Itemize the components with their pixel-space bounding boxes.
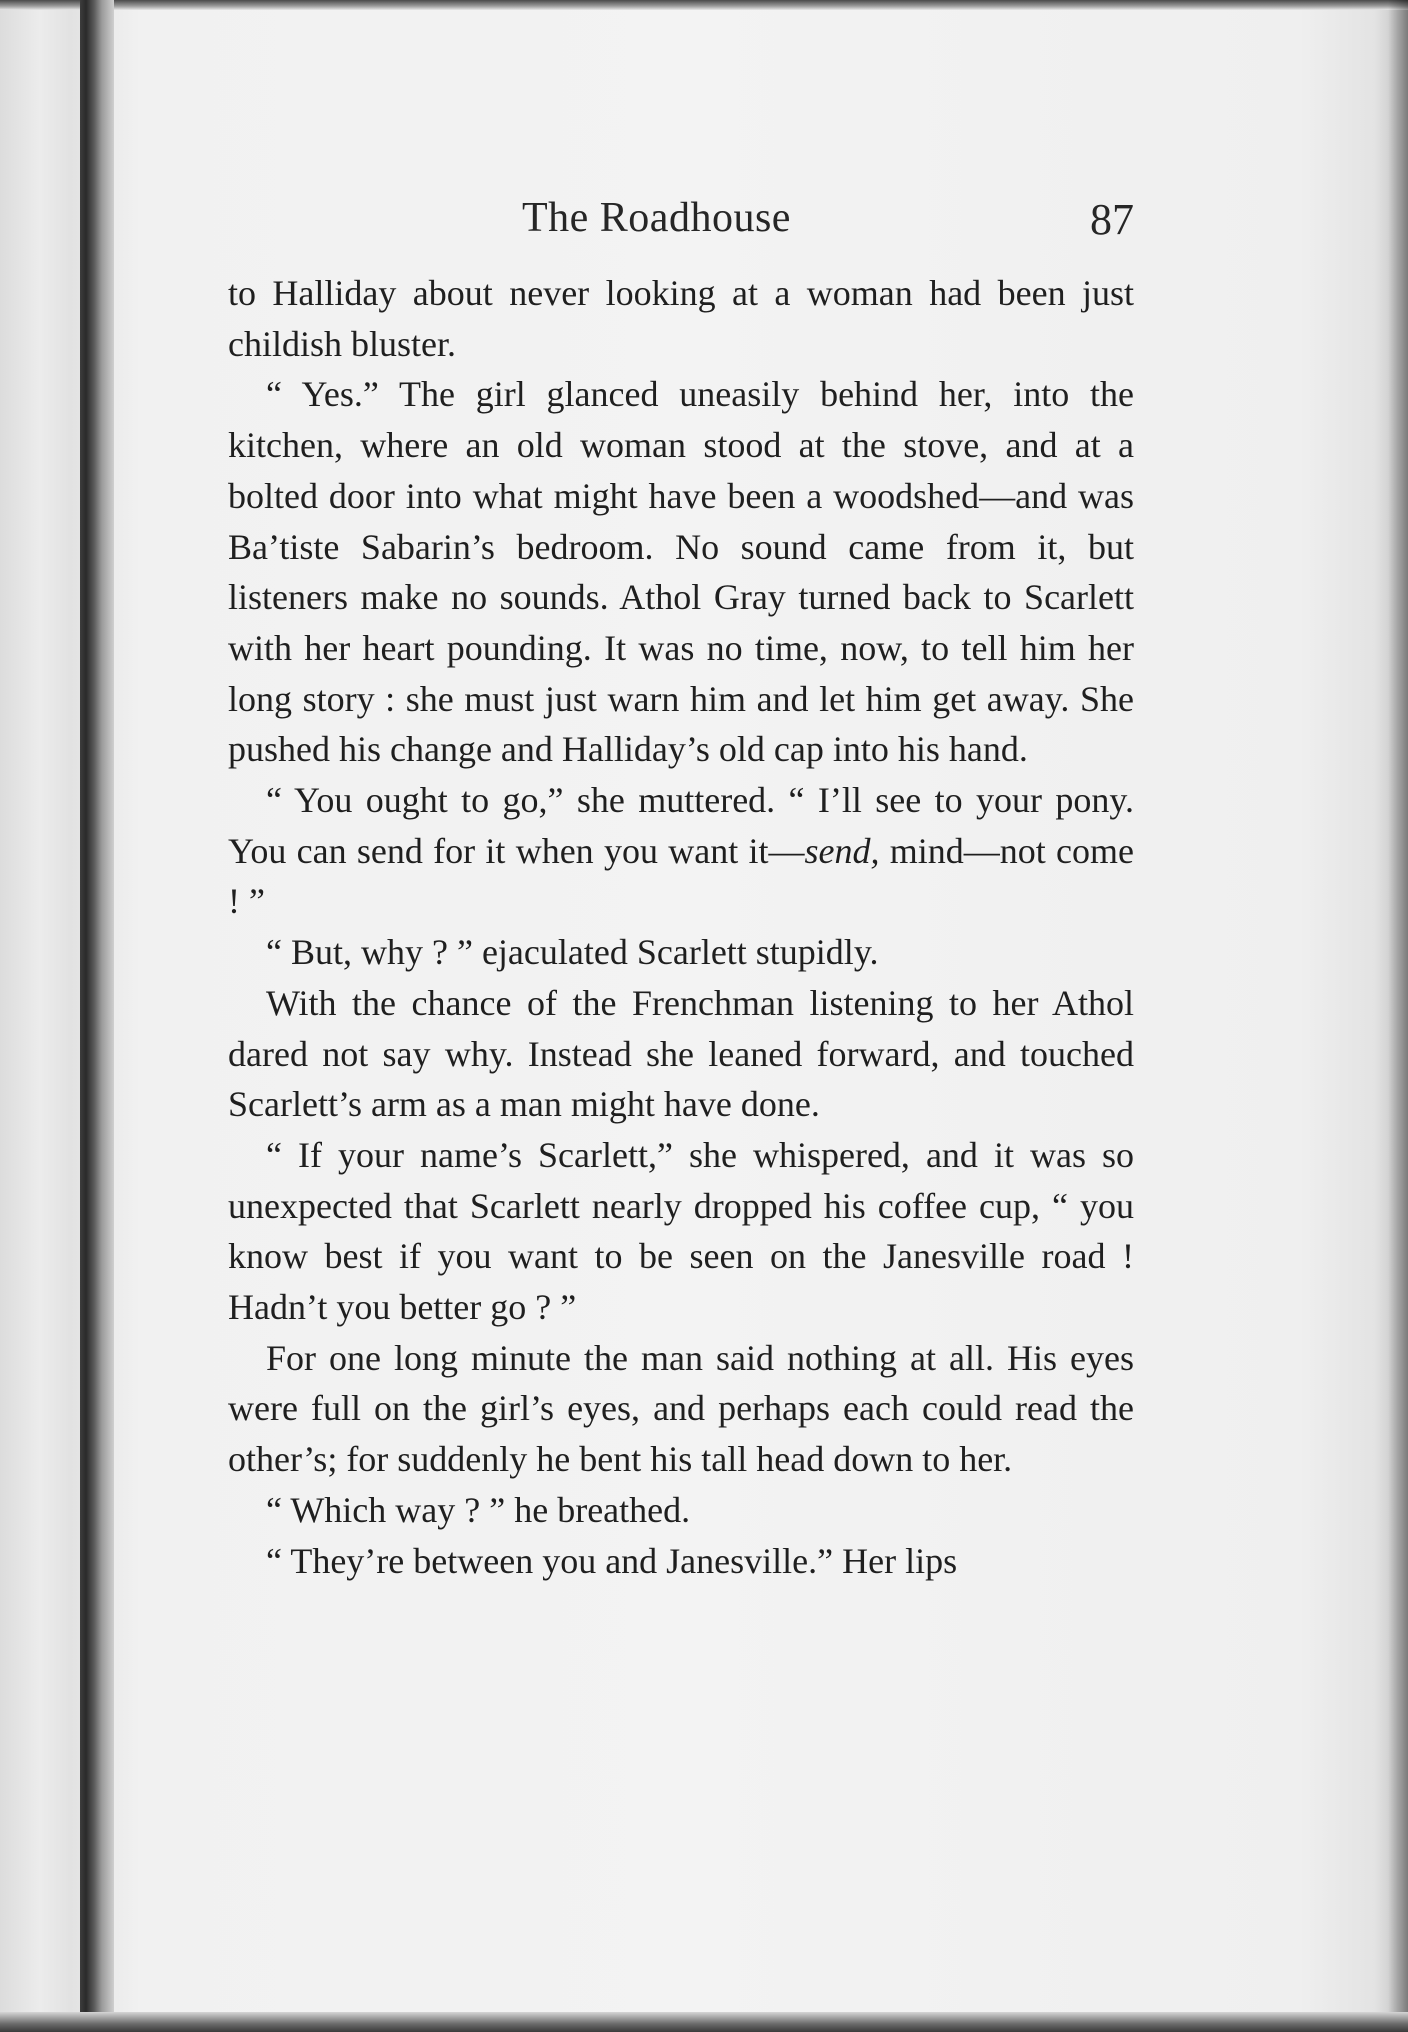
paragraph-3-emphasis: send, [804, 830, 880, 871]
paragraph-3-text-before: “ You ought to go,” she muttered. “ I’ll see to your pony. You can send for it when you want it— [228, 780, 1134, 871]
paragraph-1: to Halliday about never looking at a woman had been just childish bluster. [228, 273, 1134, 364]
paragraph-3-text-after: mind—not come ! ” [228, 830, 1134, 922]
page-header [228, 188, 1134, 248]
body-text [228, 268, 1134, 1586]
book-gutter-shadow [80, 0, 114, 2032]
paragraph-6: “ If your name’s Scarlett,” she whispered, and it was so unexpected that Scarlett nearly dropped his coffee cup, “ you know best if you want to be seen on the Janesville road ! Hadn’t you better go ? ” [228, 1134, 1134, 1328]
running-title: The Roadhouse [522, 195, 791, 241]
page-bottom-edge [0, 2012, 1408, 2032]
paragraph-9: “ They’re between you and Janesville.” Her lips [266, 1540, 958, 1581]
paragraph-4: “ But, why ? ” ejaculated Scarlett stupidly. [266, 932, 879, 973]
paragraph-5: With the chance of the Frenchman listening to her Athol dared not say why. Instead she leaned forward, and touched Scarlett’s arm as a man might have done. [228, 982, 1134, 1125]
paragraph-8: “ Which way ? ” he breathed. [266, 1489, 691, 1530]
page-top-edge [0, 0, 1408, 10]
paragraph-3 [228, 775, 1134, 927]
page-right-edge-shadow [1388, 0, 1408, 2032]
page-number: 87 [1090, 195, 1134, 244]
paragraph-7: For one long minute the man said nothing at all. His eyes were full on the girl’s eyes, and perhaps each could read the other’s; for suddenly he bent his tall head down to her. [228, 1337, 1134, 1480]
paragraph-2: “ Yes.” The girl glanced uneasily behind her, into the kitchen, where an old woman stood at the stove, and at a bolted door into what might have been a woodshed—and was Ba’tiste Sabarin’s bedroom. No sound came from it, but listeners make no sounds. Athol Gray turned back to Scarlett with her heart pounding. It was no time, now, to tell him her long story : she must just warn him and let him get away. She pushed his change and Halliday’s old cap into his hand. [228, 374, 1134, 770]
